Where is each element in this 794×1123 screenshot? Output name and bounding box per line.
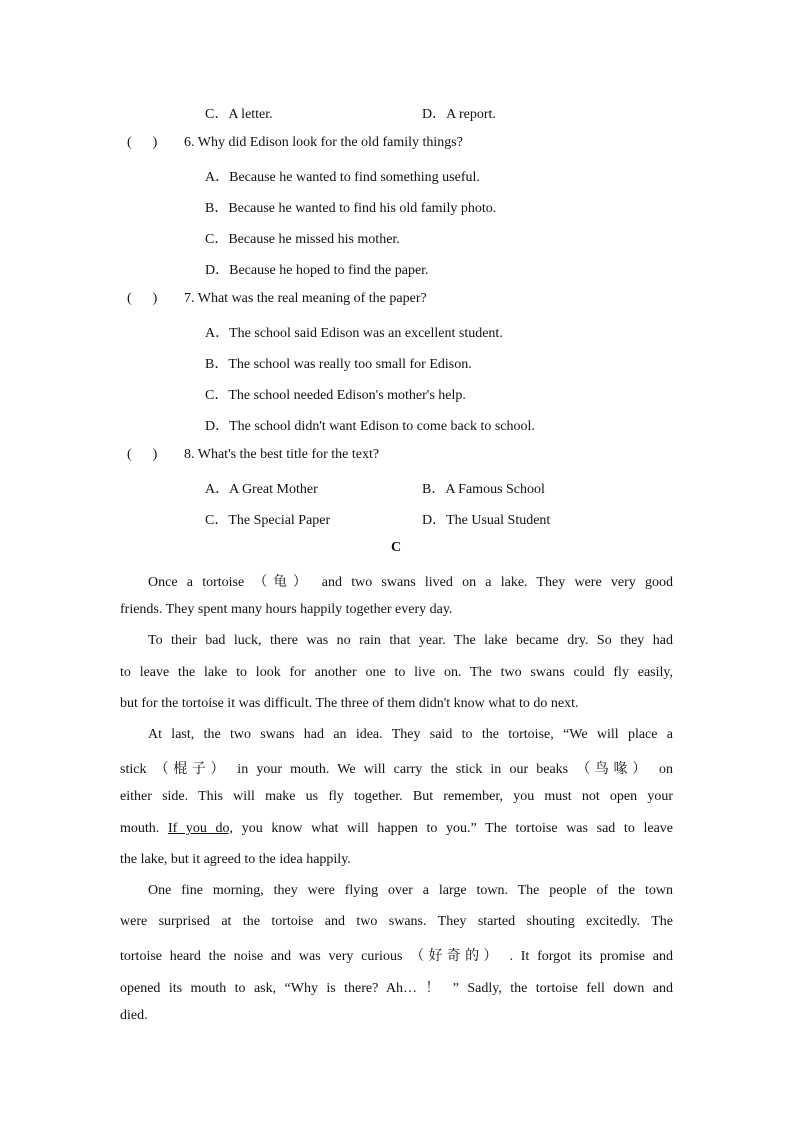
question-8-option-c: C．The Special Paper <box>205 513 331 528</box>
passage-line: One fine morning, they were flying over a large town. The people of the town <box>148 883 673 898</box>
passage-line: the lake, but it agreed to the idea happily. <box>120 852 351 867</box>
passage-line: but for the tortoise it was difficult. The three of them didn't know what to do next. <box>120 696 579 711</box>
question-7-text: 7. What was the real meaning of the paper? <box>184 291 427 306</box>
question-7-option-d: D．The school didn't want Edison to come back to school. <box>205 419 535 434</box>
passage-line: Once a tortoise （龟） and two swans lived on a lake. They were very good <box>148 575 673 590</box>
passage-line: tortoise heard the noise and was very curious （好奇的） . It forgot its promise and <box>120 949 673 964</box>
passage-line: died. <box>120 1008 148 1023</box>
passage-line: At last, the two swans had an idea. They said to the tortoise, “We will place a <box>148 727 673 742</box>
underlined-phrase: If you do, <box>167 821 234 836</box>
question-6-option-d: D．Because he hoped to find the paper. <box>205 263 429 278</box>
section-heading: C <box>391 540 402 555</box>
question-6-option-a: A．Because he wanted to find something useful. <box>205 170 480 185</box>
passage-line: to leave the lake to look for another one to live on. The two swans could fly easily, <box>120 665 673 680</box>
question-8-option-a: A．A Great Mother <box>205 482 318 497</box>
passage-line: were surprised at the tortoise and two swans. They started shouting excitedly. The <box>120 914 673 929</box>
passage-line: To their bad luck, there was no rain that year. The lake became dry. So they had <box>148 633 673 648</box>
question-6-option-c: C．Because he missed his mother. <box>205 232 400 247</box>
question-8-option-d: D．The Usual Student <box>422 513 551 528</box>
passage-line: stick （棍子） in your mouth. We will carry the stick in our beaks （鸟喙） on <box>120 762 673 777</box>
passage-line: friends. They spent many hours happily together every day. <box>120 602 453 617</box>
question-6-text: 6. Why did Edison look for the old family things? <box>184 135 463 150</box>
answer-blank-8[interactable]: ( ) <box>127 447 158 462</box>
question-6-option-b: B．Because he wanted to find his old family photo. <box>205 201 497 216</box>
question-8-text: 8. What's the best title for the text? <box>184 447 380 462</box>
prev-option-c: C．A letter. <box>205 107 273 122</box>
passage-line: opened its mouth to ask, “Why is there? Ah… ！ ” Sadly, the tortoise fell down and <box>120 981 673 996</box>
question-7-option-c: C．The school needed Edison's mother's help. <box>205 388 466 403</box>
question-7-option-b: B．The school was really too small for Edison. <box>205 357 472 372</box>
question-7-option-a: A．The school said Edison was an excellent student. <box>205 326 503 341</box>
answer-blank-7[interactable]: ( ) <box>127 291 158 306</box>
prev-option-d: D．A report. <box>422 107 496 122</box>
question-8-option-b: B．A Famous School <box>422 482 545 497</box>
passage-line: mouth. If you do, you know what will happen to you.” The tortoise was sad to leave <box>120 821 674 836</box>
passage-line: either side. This will make us fly together. But remember, you must not open your <box>120 789 673 804</box>
answer-blank-6[interactable]: ( ) <box>127 135 158 150</box>
